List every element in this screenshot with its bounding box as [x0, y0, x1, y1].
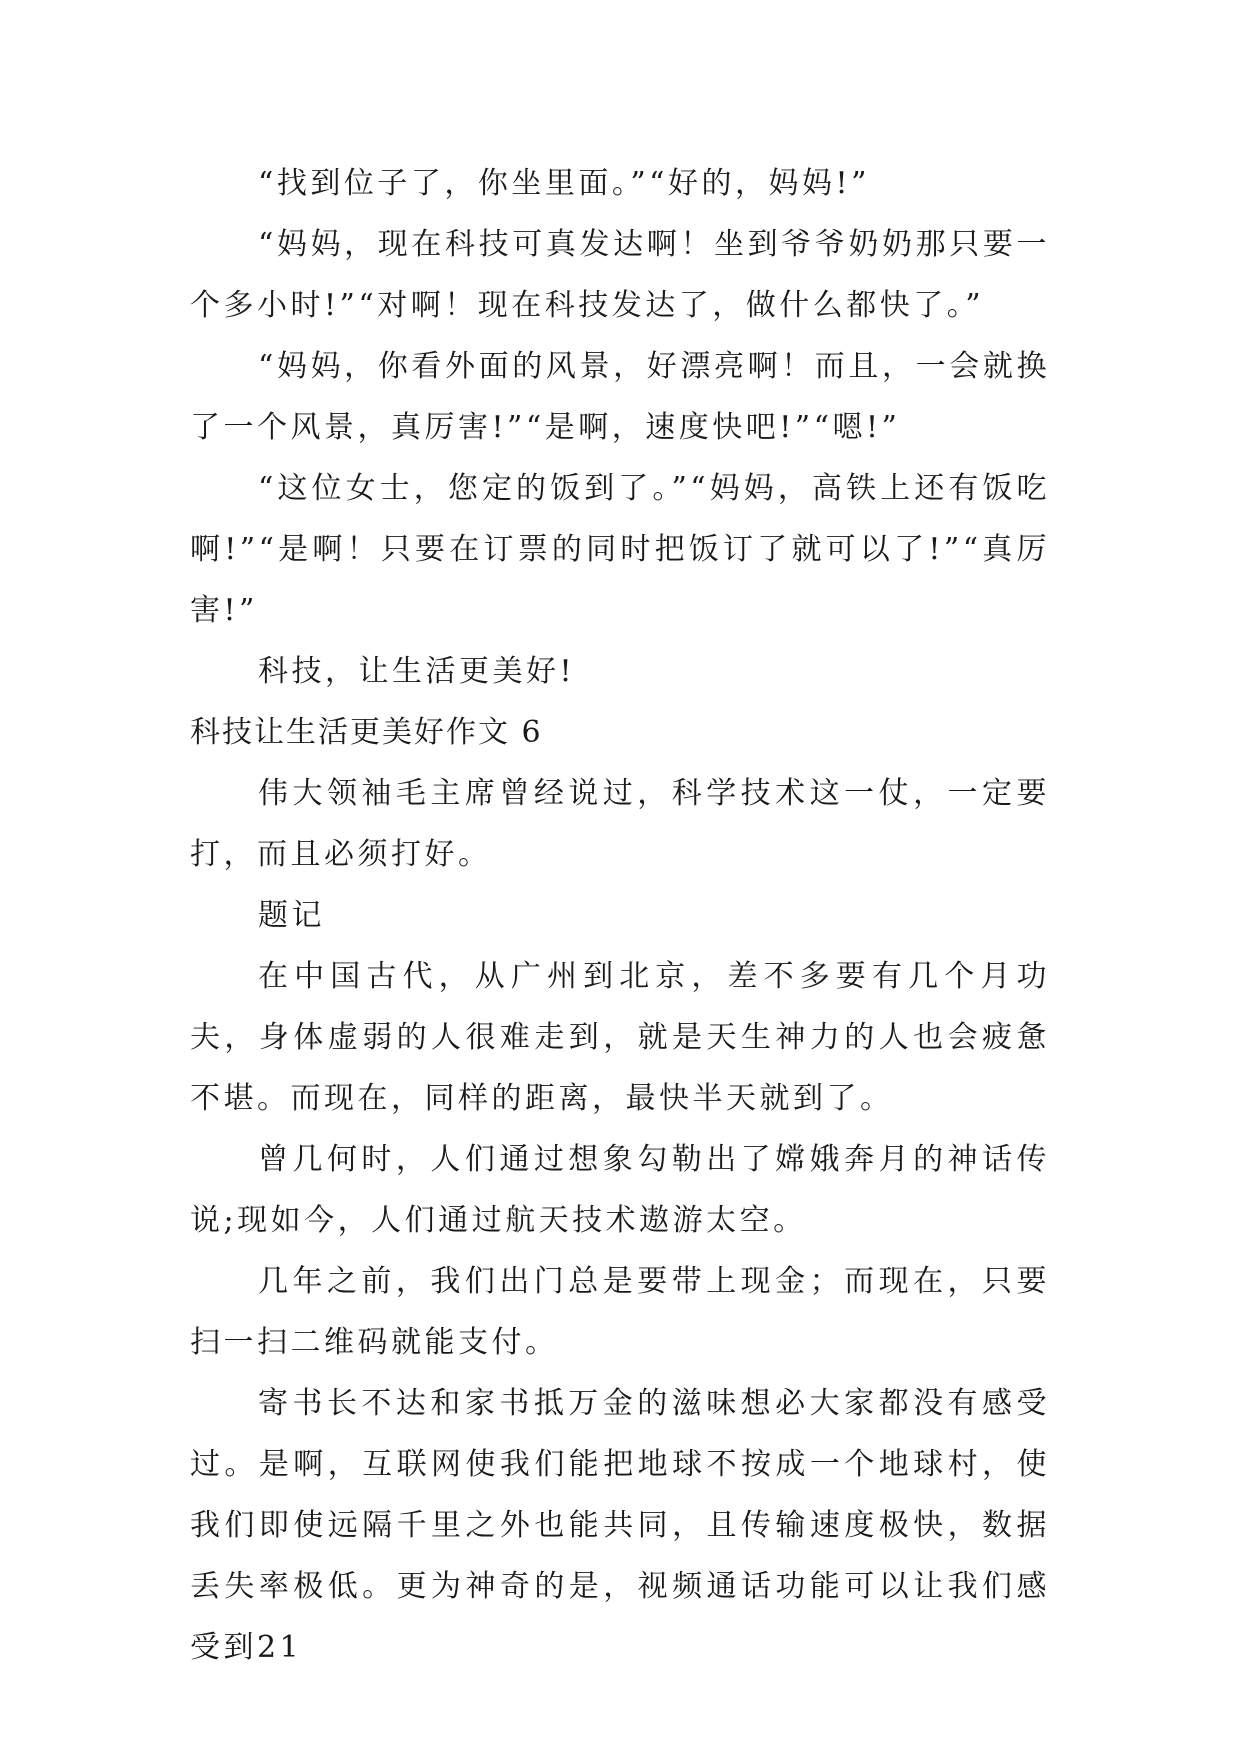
- epigraph-label: 题记: [258, 898, 325, 933]
- paragraph: “这位女士，您定的饭到了。”“妈妈，高铁上还有饭吃啊!”“是啊！只要在订票的同时把饭订了就可以了!”“真厉害!”: [190, 471, 1050, 628]
- paragraph: 寄书长不达和家书抵万金的滋味想必大家都没有感受过。是啊，互联网使我们能把地球不按成一个地球村，使我们即使远隔千里之外也能共同，且传输速度极快，数据丢失率极低。更为神奇的是，视频通话功能可以让我们感受到21: [190, 1386, 1050, 1665]
- paragraph: 伟大领袖毛主席曾经说过，科学技术这一仗，一定要打，而且必须打好。: [190, 776, 1050, 872]
- essay-title: 科技让生活更美好作文 6: [190, 715, 543, 750]
- paragraph: “妈妈，现在科技可真发达啊！坐到爷爷奶奶那只要一个多小时!”“对啊！现在科技发达了，做什么都快了。”: [190, 227, 1050, 323]
- essay-text: [190, 153, 1050, 1678]
- paragraph: 科技，让生活更美好!: [258, 654, 576, 689]
- paragraph: 几年之前，我们出门总是要带上现金；而现在，只要扫一扫二维码就能支付。: [190, 1264, 1050, 1360]
- paragraph: “妈妈，你看外面的风景，好漂亮啊！而且，一会就换了一个风景，真厉害!”“是啊，速度快吧!”“嗯!”: [190, 349, 1050, 445]
- paragraph: 曾几何时，人们通过想象勾勒出了嫦娥奔月的神话传说;现如今，人们通过航天技术遨游太空。: [190, 1142, 1050, 1238]
- paragraph: 在中国古代，从广州到北京，差不多要有几个月功夫，身体虚弱的人很难走到，就是天生神力的人也会疲惫不堪。而现在，同样的距离，最快半天就到了。: [190, 959, 1050, 1116]
- paragraph: “找到位子了，你坐里面。”“好的，妈妈!”: [258, 166, 870, 201]
